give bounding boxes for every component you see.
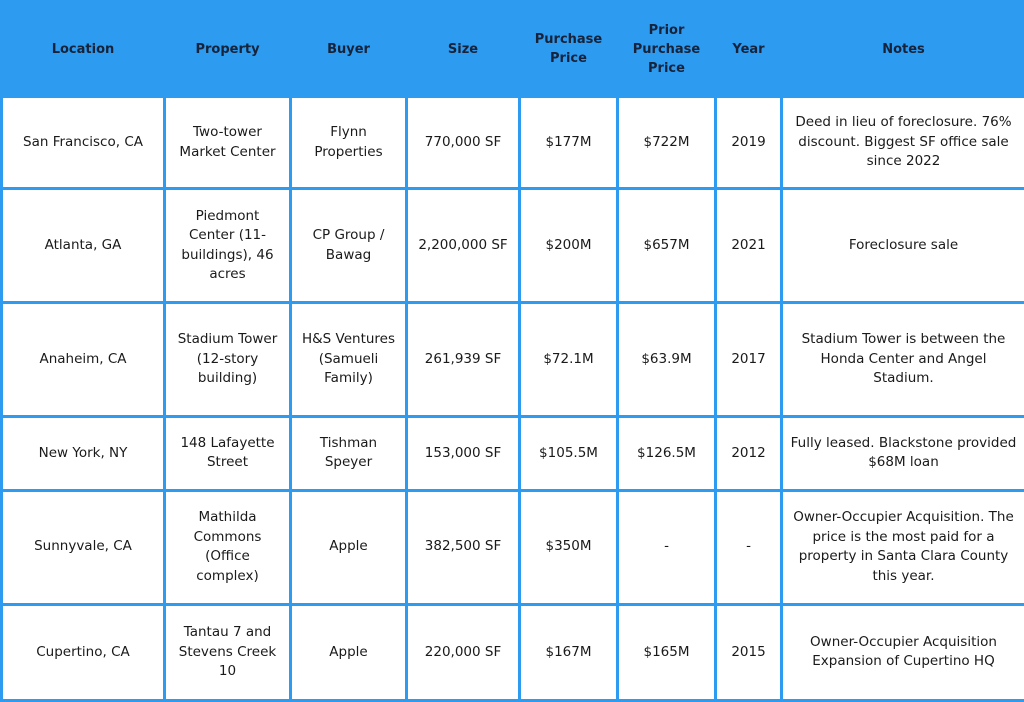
cell-buyer: CP Group / Bawag	[291, 189, 407, 303]
table-row	[2, 97, 1024, 189]
table-row	[2, 303, 1024, 417]
cell-year: 2015	[716, 604, 782, 701]
cell-year: -	[716, 490, 782, 604]
cell-prior-purchase-price: $165M	[618, 604, 716, 701]
table-row	[2, 416, 1024, 490]
cell-property: Tantau 7 and Stevens Creek 10	[165, 604, 291, 701]
cell-buyer: Apple	[291, 604, 407, 701]
cell-buyer: Apple	[291, 490, 407, 604]
header-prior-purchase-price: Prior Purchase Price	[618, 2, 716, 97]
cell-property: Piedmont Center (11-buildings), 46 acres	[165, 189, 291, 303]
cell-size: 382,500 SF	[407, 490, 520, 604]
header-location: Location	[2, 2, 165, 97]
cell-location: Sunnyvale, CA	[2, 490, 165, 604]
cell-location: Cupertino, CA	[2, 604, 165, 701]
cell-purchase-price: $350M	[520, 490, 618, 604]
cell-property: 148 Lafayette Street	[165, 416, 291, 490]
header-property: Property	[165, 2, 291, 97]
cell-year: 2021	[716, 189, 782, 303]
cell-year: 2017	[716, 303, 782, 417]
header-notes: Notes	[782, 2, 1024, 97]
cell-size: 2,200,000 SF	[407, 189, 520, 303]
cell-year: 2019	[716, 97, 782, 189]
cell-notes: Owner-Occupier Acquisition Expansion of Cupertino HQ	[782, 604, 1024, 701]
cell-property: Mathilda Commons (Office complex)	[165, 490, 291, 604]
cell-purchase-price: $177M	[520, 97, 618, 189]
cell-notes: Stadium Tower is between the Honda Center and Angel Stadium.	[782, 303, 1024, 417]
cell-property: Stadium Tower (12-story building)	[165, 303, 291, 417]
cell-notes: Deed in lieu of foreclosure. 76% discount. Biggest SF office sale since 2022	[782, 97, 1024, 189]
cell-purchase-price: $200M	[520, 189, 618, 303]
cell-location: New York, NY	[2, 416, 165, 490]
header-year: Year	[716, 2, 782, 97]
header-purchase-price: Purchase Price	[520, 2, 618, 97]
cell-prior-purchase-price: $657M	[618, 189, 716, 303]
header-size: Size	[407, 2, 520, 97]
cell-size: 220,000 SF	[407, 604, 520, 701]
cell-buyer: H&S Ventures (Samueli Family)	[291, 303, 407, 417]
table-row	[2, 189, 1024, 303]
cell-buyer: Tishman Speyer	[291, 416, 407, 490]
cell-prior-purchase-price: -	[618, 490, 716, 604]
cell-purchase-price: $72.1M	[520, 303, 618, 417]
cell-prior-purchase-price: $126.5M	[618, 416, 716, 490]
header-row	[2, 2, 1024, 97]
cell-buyer: Flynn Properties	[291, 97, 407, 189]
cell-purchase-price: $105.5M	[520, 416, 618, 490]
cell-prior-purchase-price: $63.9M	[618, 303, 716, 417]
cell-size: 770,000 SF	[407, 97, 520, 189]
cell-notes: Owner-Occupier Acquisition. The price is the most paid for a property in Santa Clara County this year.	[782, 490, 1024, 604]
cell-size: 153,000 SF	[407, 416, 520, 490]
cell-notes: Fully leased. Blackstone provided $68M loan	[782, 416, 1024, 490]
cell-location: Anaheim, CA	[2, 303, 165, 417]
cell-property: Two-tower Market Center	[165, 97, 291, 189]
cell-location: San Francisco, CA	[2, 97, 165, 189]
table-row	[2, 490, 1024, 604]
cell-prior-purchase-price: $722M	[618, 97, 716, 189]
cell-year: 2012	[716, 416, 782, 490]
header-buyer: Buyer	[291, 2, 407, 97]
table-row	[2, 604, 1024, 701]
cell-purchase-price: $167M	[520, 604, 618, 701]
cell-size: 261,939 SF	[407, 303, 520, 417]
cell-location: Atlanta, GA	[2, 189, 165, 303]
cell-notes: Foreclosure sale	[782, 189, 1024, 303]
